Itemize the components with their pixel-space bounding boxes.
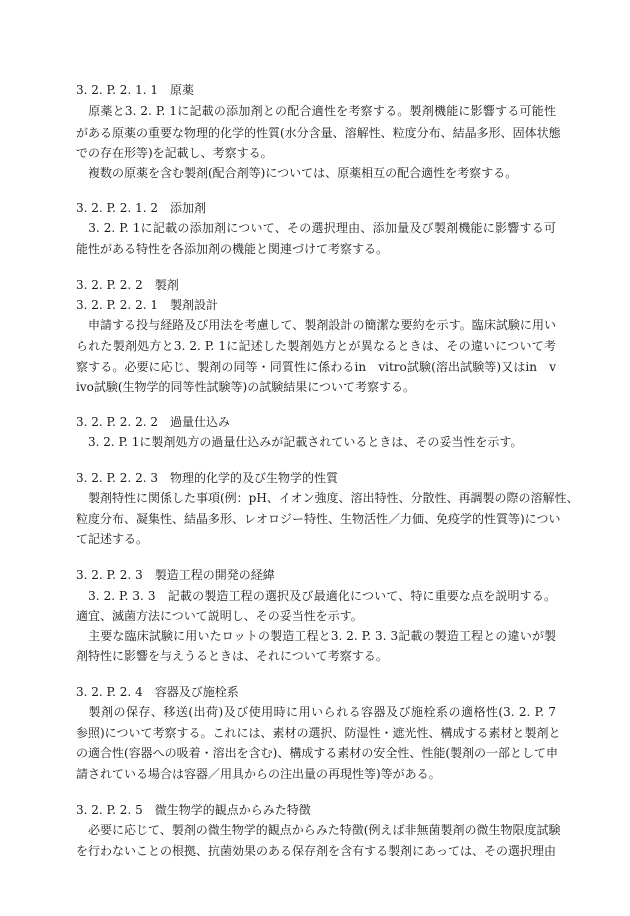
body-text-line: ivo試験(生物学的同等性試験等)の試験結果について考察する。 [76,380,415,394]
body-text-line: 能性がある特性を各添加剤の機能と関連づけて考察する。 [76,242,389,256]
body-text-line: 複数の原薬を含む製剤(配合剤等)については、原薬相互の配合適性を考察する。 [76,166,518,180]
section-heading: 3. 2. P. 2. 5 微生物学的観点からみた特徴 [76,803,311,817]
body-text-line: 察する。必要に応じ、製剤の同等・同質性に係わるin vitro試験(溶出試験等)又はin v [76,360,556,374]
body-text-line: 3. 2. P. 3. 3 記載の製造工程の選択及び最適化について、特に重要な点を説明する。 [76,589,556,603]
section-heading: 3. 2. P. 2. 2. 1 製剤設計 [76,298,218,312]
body-text-line: を行わないことの根拠、抗菌効果のある保存剤を含有する製剤にあっては、その選択理由 [76,844,556,858]
body-text-line: 3. 2. P. 1に製剤処方の過量仕込みが記載されているときは、その妥当性を示す。 [76,435,523,449]
body-text-line: 製剤特性に関係した事項(例：pH、イオン強度、溶出特性、分散性、再調製の際の溶解性、 [76,491,579,505]
section-heading: 3. 2. P. 2. 3 製造工程の開発の経緯 [76,568,275,582]
section-heading: 3. 2. P. 2. 2 製剤 [76,278,179,292]
section-heading: 3. 2. P. 2. 4 容器及び施栓系 [76,685,239,699]
body-text-line: 必要に応じて、製剤の微生物学的観点からみた特徴(例えば非無菌製剤の微生物限度試験 [76,823,561,837]
body-text-line: の適合性(容器への吸着・溶出を含む)、構成する素材の安全性、性能(製剤の一部として申 [76,746,559,760]
section-heading: 3. 2. P. 2. 2. 3 物理的化学的及び生物学的性質 [76,471,338,485]
body-text-line: 請されている場合は容器／用具からの注出量の再現性等)等がある。 [76,767,441,781]
body-text-line: 原薬と3. 2. P. 1に記載の添加剤との配合適性を考察する。製剤機能に影響する可能性 [76,104,556,118]
body-text-line: 主要な臨床試験に用いたロットの製造工程と3. 2. P. 3. 3記載の製造工程との違いが製 [76,629,556,643]
body-text-line: 適宜、滅菌方法について説明し、その妥当性を示す。 [76,609,363,623]
body-text-line: 3. 2. P. 1に記載の添加剤について、その選択理由、添加量及び製剤機能に影響する可 [76,221,556,235]
section-heading: 3. 2. P. 2. 1. 2 添加剤 [76,201,206,215]
body-text-line: 申請する投与経路及び用法を考慮して、製剤設計の簡潔な要約を示す。臨床試験に用い [76,318,556,332]
body-text-line: 剤特性に影響を与えうるときは、それについて考察する。 [76,649,388,663]
section-heading: 3. 2. P. 2. 2. 2 過量仕込み [76,415,230,429]
body-text-line: 参照)について考察する。これには、素材の選択、防湿性・遮光性、構成する素材と製剤と [76,726,561,740]
section-heading: 3. 2. P. 2. 1. 1 原薬 [76,83,194,97]
body-text-line: 製剤の保存、移送(出荷)及び使用時に用いられる容器及び施栓系の適格性(3. 2. P. 7 [76,705,556,719]
body-text-line: がある原薬の重要な物理的化学的性質(水分含量、溶解性、粒度分布、結晶多形、固体状態 [76,126,561,140]
body-text-line: て記述する。 [76,532,149,546]
body-text-line: られた製剤処方と3. 2. P. 1に記述した製剤処方とが異なるときは、その違いについて考 [76,339,556,353]
body-text-line: での存在形等)を記載し、考察する。 [76,146,273,160]
body-text-line: 粒度分布、凝集性、結晶多形、レオロジー特性、生物活性／力価、免疫学的性質等)につい [76,512,561,526]
